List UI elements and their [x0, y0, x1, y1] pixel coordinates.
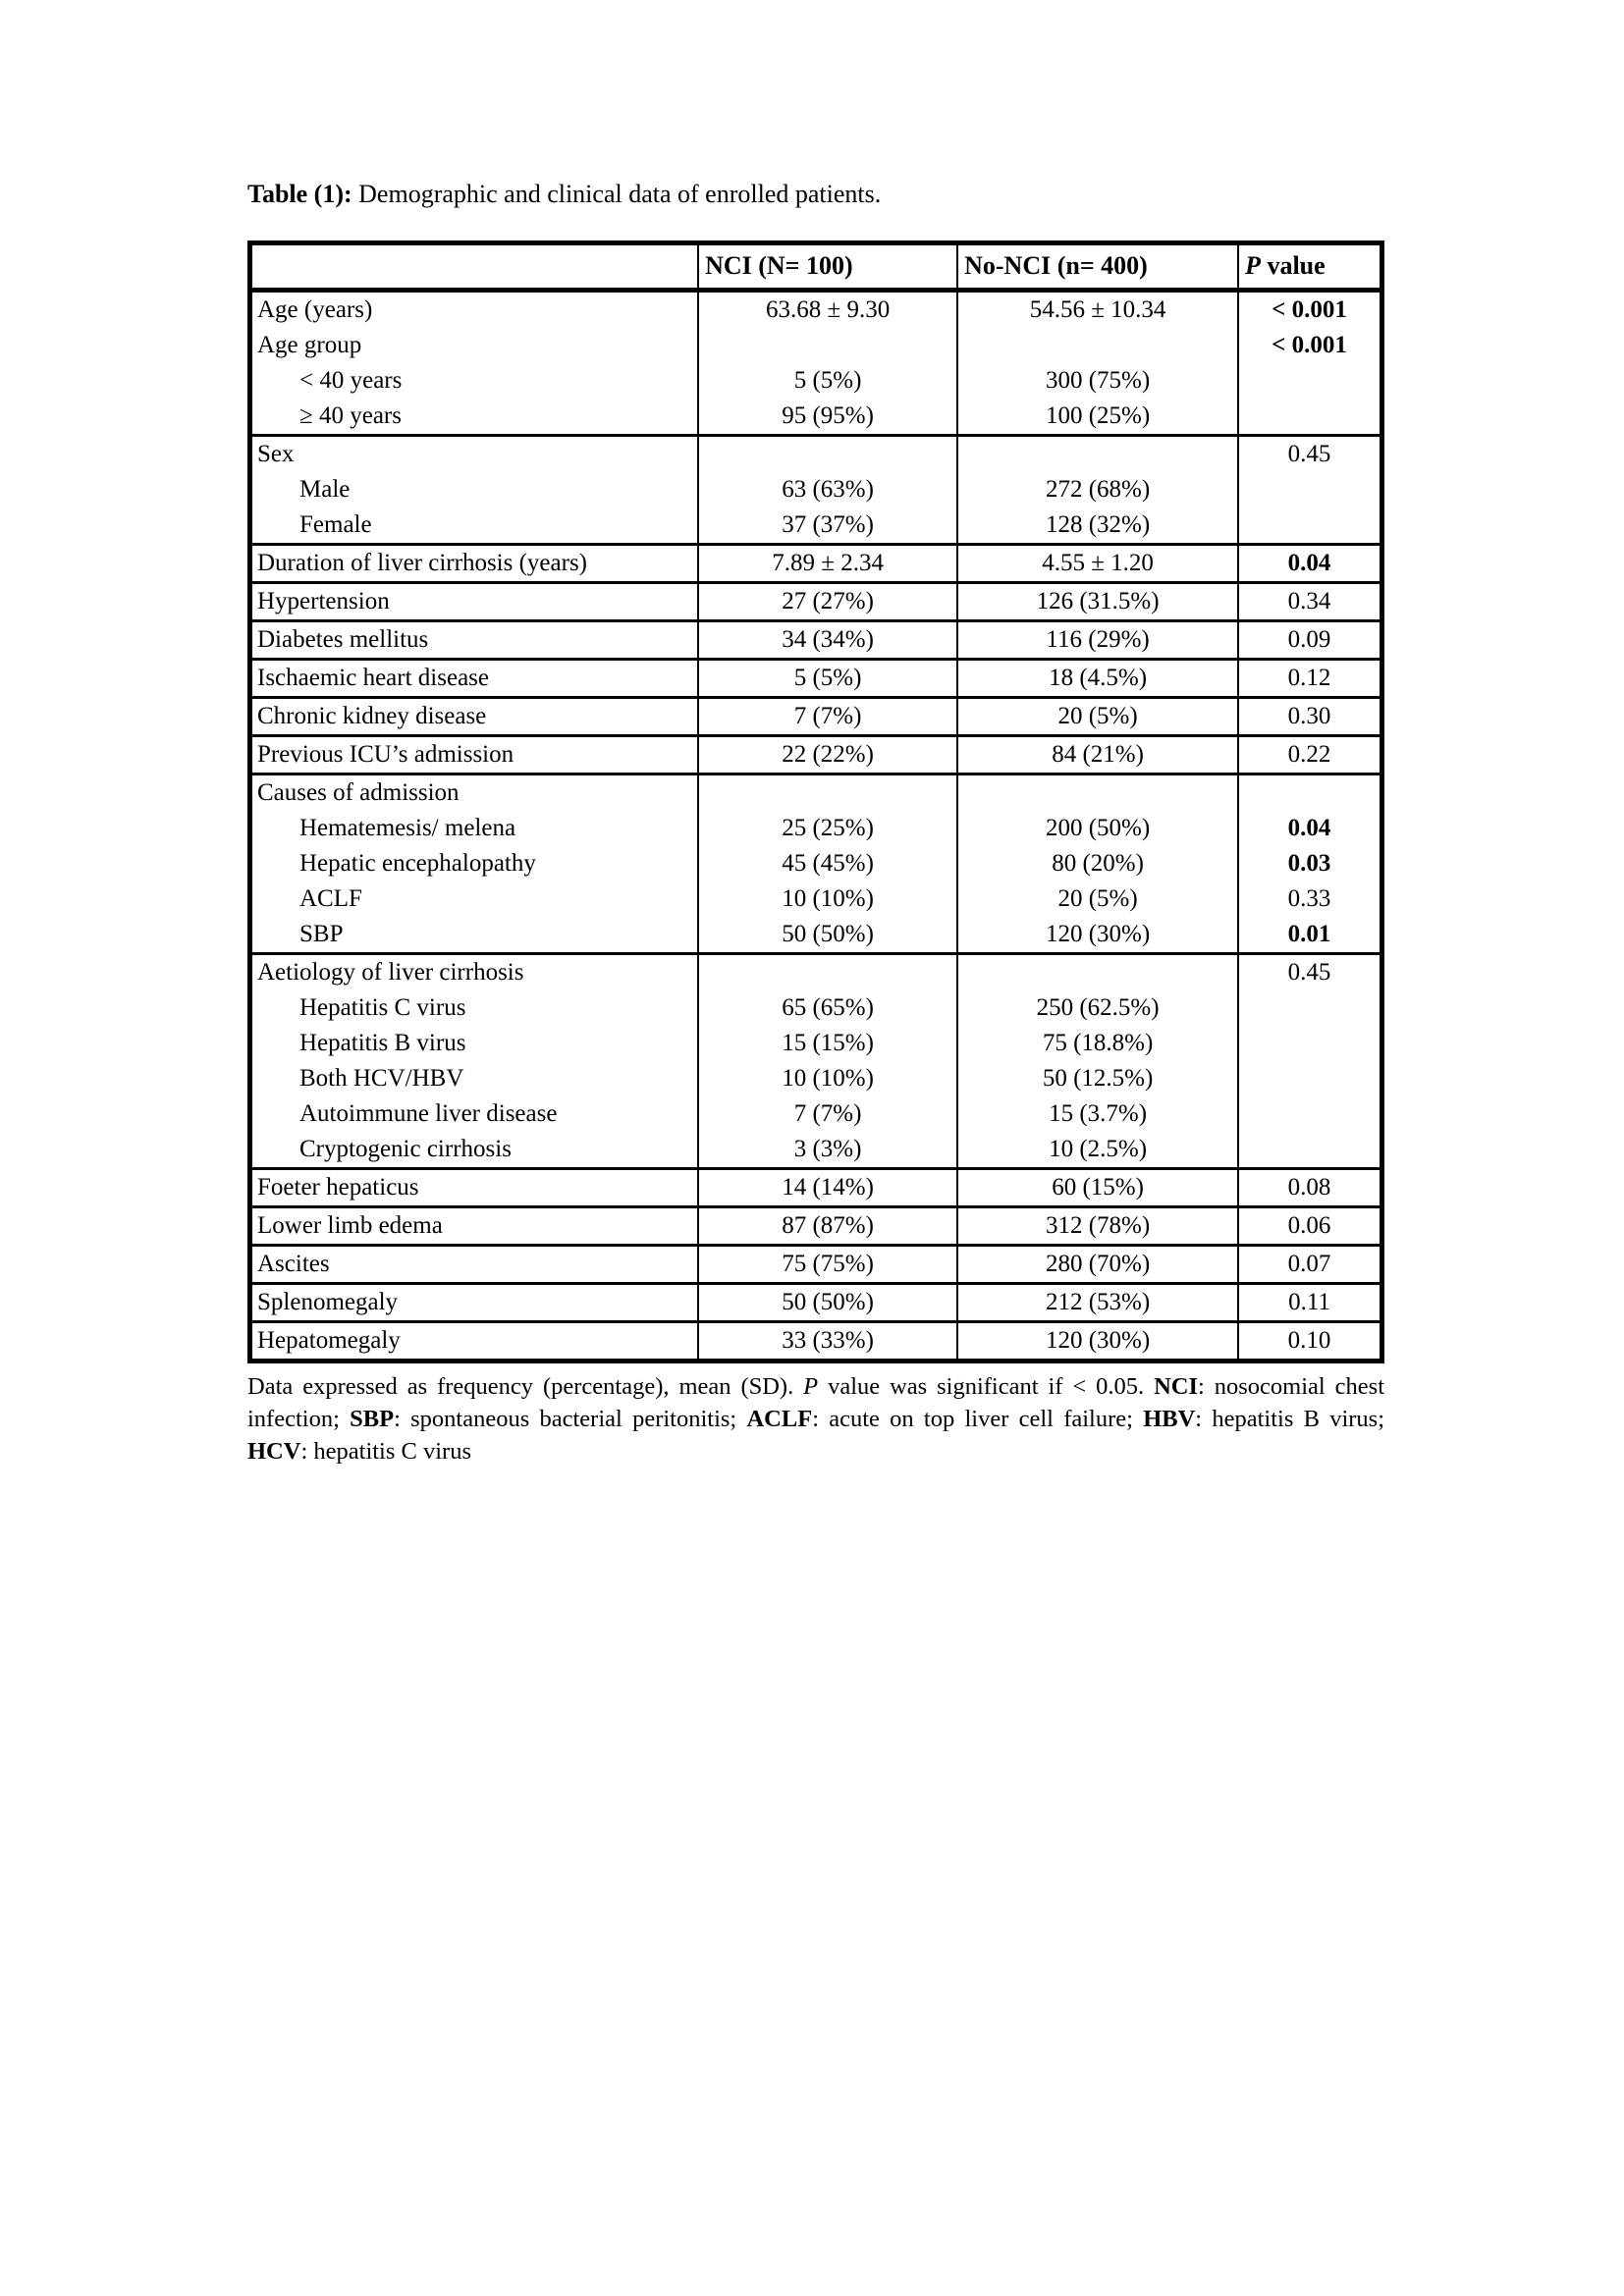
nci-value-cell: 75 (75%) [698, 1246, 957, 1284]
table-row [250, 1169, 1382, 1207]
table-caption-number: Table (1): [247, 180, 352, 208]
footnote-p-italic: P [803, 1373, 819, 1400]
row-label-cell: Lower limb edema [250, 1207, 699, 1246]
table-row [250, 1246, 1382, 1284]
nci-value-cell: 37 (37%) [698, 507, 957, 545]
table-row [250, 990, 1382, 1026]
nonci-value-cell: 10 (2.5%) [957, 1132, 1238, 1169]
table-footnote [247, 1370, 1384, 1468]
table-row [250, 1096, 1382, 1132]
table-row [250, 363, 1382, 399]
nonci-value-cell [957, 774, 1238, 812]
nonci-value-cell: 20 (5%) [957, 881, 1238, 917]
header-cell-nci: NCI (N= 100) [698, 243, 957, 291]
row-label-cell: SBP [299, 921, 344, 947]
p-value-rest: value [1260, 251, 1326, 280]
row-label-cell: Female [299, 511, 372, 538]
p-value-cell: 0.06 [1238, 1207, 1381, 1246]
nci-value-cell: 5 (5%) [698, 660, 957, 698]
nonci-value-cell: 50 (12.5%) [957, 1061, 1238, 1096]
nci-value-cell: 34 (34%) [698, 621, 957, 660]
row-label-cell: Hypertension [250, 583, 699, 621]
p-value-cell: 0.11 [1238, 1284, 1381, 1322]
row-label-cell: Age (years) [257, 296, 373, 323]
nonci-value-cell: 300 (75%) [957, 363, 1238, 399]
p-value-cell [1238, 1026, 1381, 1061]
table-row [250, 774, 1382, 812]
table-row [250, 583, 1382, 621]
p-value-cell: 0.09 [1238, 621, 1381, 660]
nci-value-cell: 7.89 ± 2.34 [698, 545, 957, 583]
nonci-value-cell: 60 (15%) [957, 1169, 1238, 1207]
table-row [250, 436, 1382, 473]
nonci-value-cell: 280 (70%) [957, 1246, 1238, 1284]
nonci-value-cell [957, 954, 1238, 991]
table-row [250, 399, 1382, 436]
header-cell-p-value [1238, 243, 1381, 291]
nonci-value-cell: 272 (68%) [957, 472, 1238, 507]
p-value-italic: P [1245, 251, 1261, 280]
nci-value-cell: 7 (7%) [698, 698, 957, 736]
nonci-value-cell [957, 436, 1238, 473]
footnote-abbr-sbp: SBP [350, 1406, 395, 1432]
nonci-value-cell: 116 (29%) [957, 621, 1238, 660]
row-label-cell: Sex [250, 436, 699, 473]
table-row [250, 1026, 1382, 1061]
p-value-cell: 0.34 [1238, 583, 1381, 621]
nci-value-cell: 15 (15%) [698, 1026, 957, 1061]
table-row [250, 1207, 1382, 1246]
nonci-value-cell: 15 (3.7%) [957, 1096, 1238, 1132]
p-value-cell: 0.04 [1238, 545, 1381, 583]
row-label-cell: Chronic kidney disease [250, 698, 699, 736]
p-value-cell [1238, 990, 1381, 1026]
nci-value-cell: 65 (65%) [698, 990, 957, 1026]
p-value-cell: 0.07 [1238, 1246, 1381, 1284]
footnote-text: : hepatitis C virus [300, 1438, 471, 1465]
table-row [250, 621, 1382, 660]
table-row [250, 917, 1382, 954]
p-value-cell [1238, 507, 1381, 545]
table-row [250, 291, 1382, 329]
nonci-value-cell: 128 (32%) [957, 507, 1238, 545]
row-label-cell: Previous ICU’s admission [250, 736, 699, 774]
nci-value-cell [698, 954, 957, 991]
table-row [250, 472, 1382, 507]
nci-value-cell: 14 (14%) [698, 1169, 957, 1207]
nonci-value-cell: 75 (18.8%) [957, 1026, 1238, 1061]
p-value-cell: < 0.001 [1238, 291, 1381, 329]
row-label-cell: Hepatic encephalopathy [299, 850, 536, 877]
footnote-text: : acute on top liver cell failure; [812, 1406, 1144, 1432]
nci-value-cell: 50 (50%) [698, 1284, 957, 1322]
footnote-abbr-nci: NCI [1154, 1373, 1199, 1400]
row-label-cell: Causes of admission [250, 774, 699, 812]
nonci-value-cell: 100 (25%) [957, 399, 1238, 436]
nonci-value-cell: 4.55 ± 1.20 [957, 545, 1238, 583]
header-cell-no-nci: No-NCI (n= 400) [957, 243, 1238, 291]
row-label-cell: Ascites [250, 1246, 699, 1284]
footnote-text: : spontaneous bacterial peritonitis; [394, 1406, 747, 1432]
nonci-value-cell: 312 (78%) [957, 1207, 1238, 1246]
p-value-cell [1238, 1132, 1381, 1169]
nonci-value-cell: 250 (62.5%) [957, 990, 1238, 1026]
nci-value-cell [698, 328, 957, 363]
nonci-value-cell: 84 (21%) [957, 736, 1238, 774]
p-value-cell: 0.10 [1238, 1322, 1381, 1362]
nonci-value-cell: 20 (5%) [957, 698, 1238, 736]
row-label-cell: Foeter hepaticus [250, 1169, 699, 1207]
nci-value-cell: 50 (50%) [698, 917, 957, 954]
table-row [250, 545, 1382, 583]
table-row [250, 846, 1382, 881]
p-value-cell: < 0.001 [1238, 328, 1381, 363]
p-value-cell [1238, 472, 1381, 507]
p-value-cell [1238, 363, 1381, 399]
row-label-cell: Autoimmune liver disease [299, 1100, 558, 1127]
row-label-cell: ACLF [299, 885, 362, 912]
nci-value-cell: 5 (5%) [698, 363, 957, 399]
table-header-row [250, 243, 1382, 291]
footnote-text: Data expressed as frequency (percentage), mean (SD). [247, 1373, 804, 1400]
table-row [250, 1322, 1382, 1362]
nonci-value-cell [957, 328, 1238, 363]
table-row [250, 328, 1382, 363]
table-row [250, 660, 1382, 698]
nci-value-cell: 3 (3%) [698, 1132, 957, 1169]
table-caption-text: Demographic and clinical data of enrolled patients. [352, 180, 882, 208]
nci-value-cell: 22 (22%) [698, 736, 957, 774]
p-value-cell: 0.12 [1238, 660, 1381, 698]
row-label-cell: Hematemesis/ melena [299, 815, 516, 841]
table-row [250, 736, 1382, 774]
nci-value-cell: 45 (45%) [698, 846, 957, 881]
nci-value-cell: 33 (33%) [698, 1322, 957, 1362]
nci-value-cell [698, 436, 957, 473]
row-label-cell: Aetiology of liver cirrhosis [250, 954, 699, 991]
nci-value-cell: 95 (95%) [698, 399, 957, 436]
footnote-text: : hepatitis B virus; [1195, 1406, 1385, 1432]
nci-value-cell: 27 (27%) [698, 583, 957, 621]
table-row [250, 811, 1382, 846]
nonci-value-cell: 200 (50%) [957, 811, 1238, 846]
p-value-cell: 0.22 [1238, 736, 1381, 774]
footnote-abbr-hbv: HBV [1143, 1406, 1196, 1432]
nci-value-cell [698, 774, 957, 812]
p-value-cell: 0.04 [1238, 811, 1381, 846]
p-value-cell: 0.45 [1238, 954, 1381, 991]
nci-value-cell: 10 (10%) [698, 881, 957, 917]
table-caption [247, 179, 1386, 210]
nci-value-cell: 25 (25%) [698, 811, 957, 846]
table-row [250, 881, 1382, 917]
row-label-cell: Hepatomegaly [250, 1322, 699, 1362]
p-value-cell: 0.01 [1238, 917, 1381, 954]
footnote-abbr-aclf: ACLF [746, 1406, 813, 1432]
p-value-cell [1238, 399, 1381, 436]
nci-value-cell: 7 (7%) [698, 1096, 957, 1132]
p-value-cell [1238, 1096, 1381, 1132]
footnote-abbr-hcv: HCV [247, 1438, 301, 1465]
table-row [250, 1132, 1382, 1169]
p-value-cell: 0.33 [1238, 881, 1381, 917]
nonci-value-cell: 120 (30%) [957, 1322, 1238, 1362]
row-label-cell: Ischaemic heart disease [250, 660, 699, 698]
nci-value-cell: 87 (87%) [698, 1207, 957, 1246]
row-label-cell: Cryptogenic cirrhosis [299, 1136, 512, 1162]
nonci-value-cell: 18 (4.5%) [957, 660, 1238, 698]
row-label-cell: Both HCV/HBV [299, 1065, 464, 1092]
row-label-cell: Male [299, 476, 351, 503]
page-content [247, 179, 1386, 1468]
nonci-value-cell: 120 (30%) [957, 917, 1238, 954]
nci-value-cell: 63.68 ± 9.30 [698, 291, 957, 329]
row-label-cell: Hepatitis C virus [299, 994, 466, 1021]
header-cell-empty [250, 243, 699, 291]
nonci-value-cell: 212 (53%) [957, 1284, 1238, 1322]
row-label-cell: Diabetes mellitus [250, 621, 699, 660]
row-label-cell: ≥ 40 years [299, 402, 402, 429]
table-row [250, 1061, 1382, 1096]
p-value-cell: 0.45 [1238, 436, 1381, 473]
row-label-cell: Age group [257, 332, 362, 358]
row-label-cell: < 40 years [299, 367, 403, 394]
row-label-cell: Hepatitis B virus [299, 1030, 466, 1056]
p-value-cell [1238, 774, 1381, 812]
row-label-cell: Splenomegaly [250, 1284, 699, 1322]
demographics-table [247, 240, 1384, 1363]
p-value-cell: 0.03 [1238, 846, 1381, 881]
nci-value-cell: 10 (10%) [698, 1061, 957, 1096]
nonci-value-cell: 54.56 ± 10.34 [957, 291, 1238, 329]
footnote-text: value was significant if < 0.05. [818, 1373, 1155, 1400]
footnote-text: : nosocomial chest infection; [247, 1373, 1385, 1432]
table-row [250, 698, 1382, 736]
nci-value-cell: 63 (63%) [698, 472, 957, 507]
p-value-cell: 0.30 [1238, 698, 1381, 736]
table-row [250, 954, 1382, 991]
p-value-cell: 0.08 [1238, 1169, 1381, 1207]
nonci-value-cell: 126 (31.5%) [957, 583, 1238, 621]
table-row [250, 1284, 1382, 1322]
nonci-value-cell: 80 (20%) [957, 846, 1238, 881]
row-label-cell: Duration of liver cirrhosis (years) [250, 545, 699, 583]
p-value-cell [1238, 1061, 1381, 1096]
table-row [250, 507, 1382, 545]
